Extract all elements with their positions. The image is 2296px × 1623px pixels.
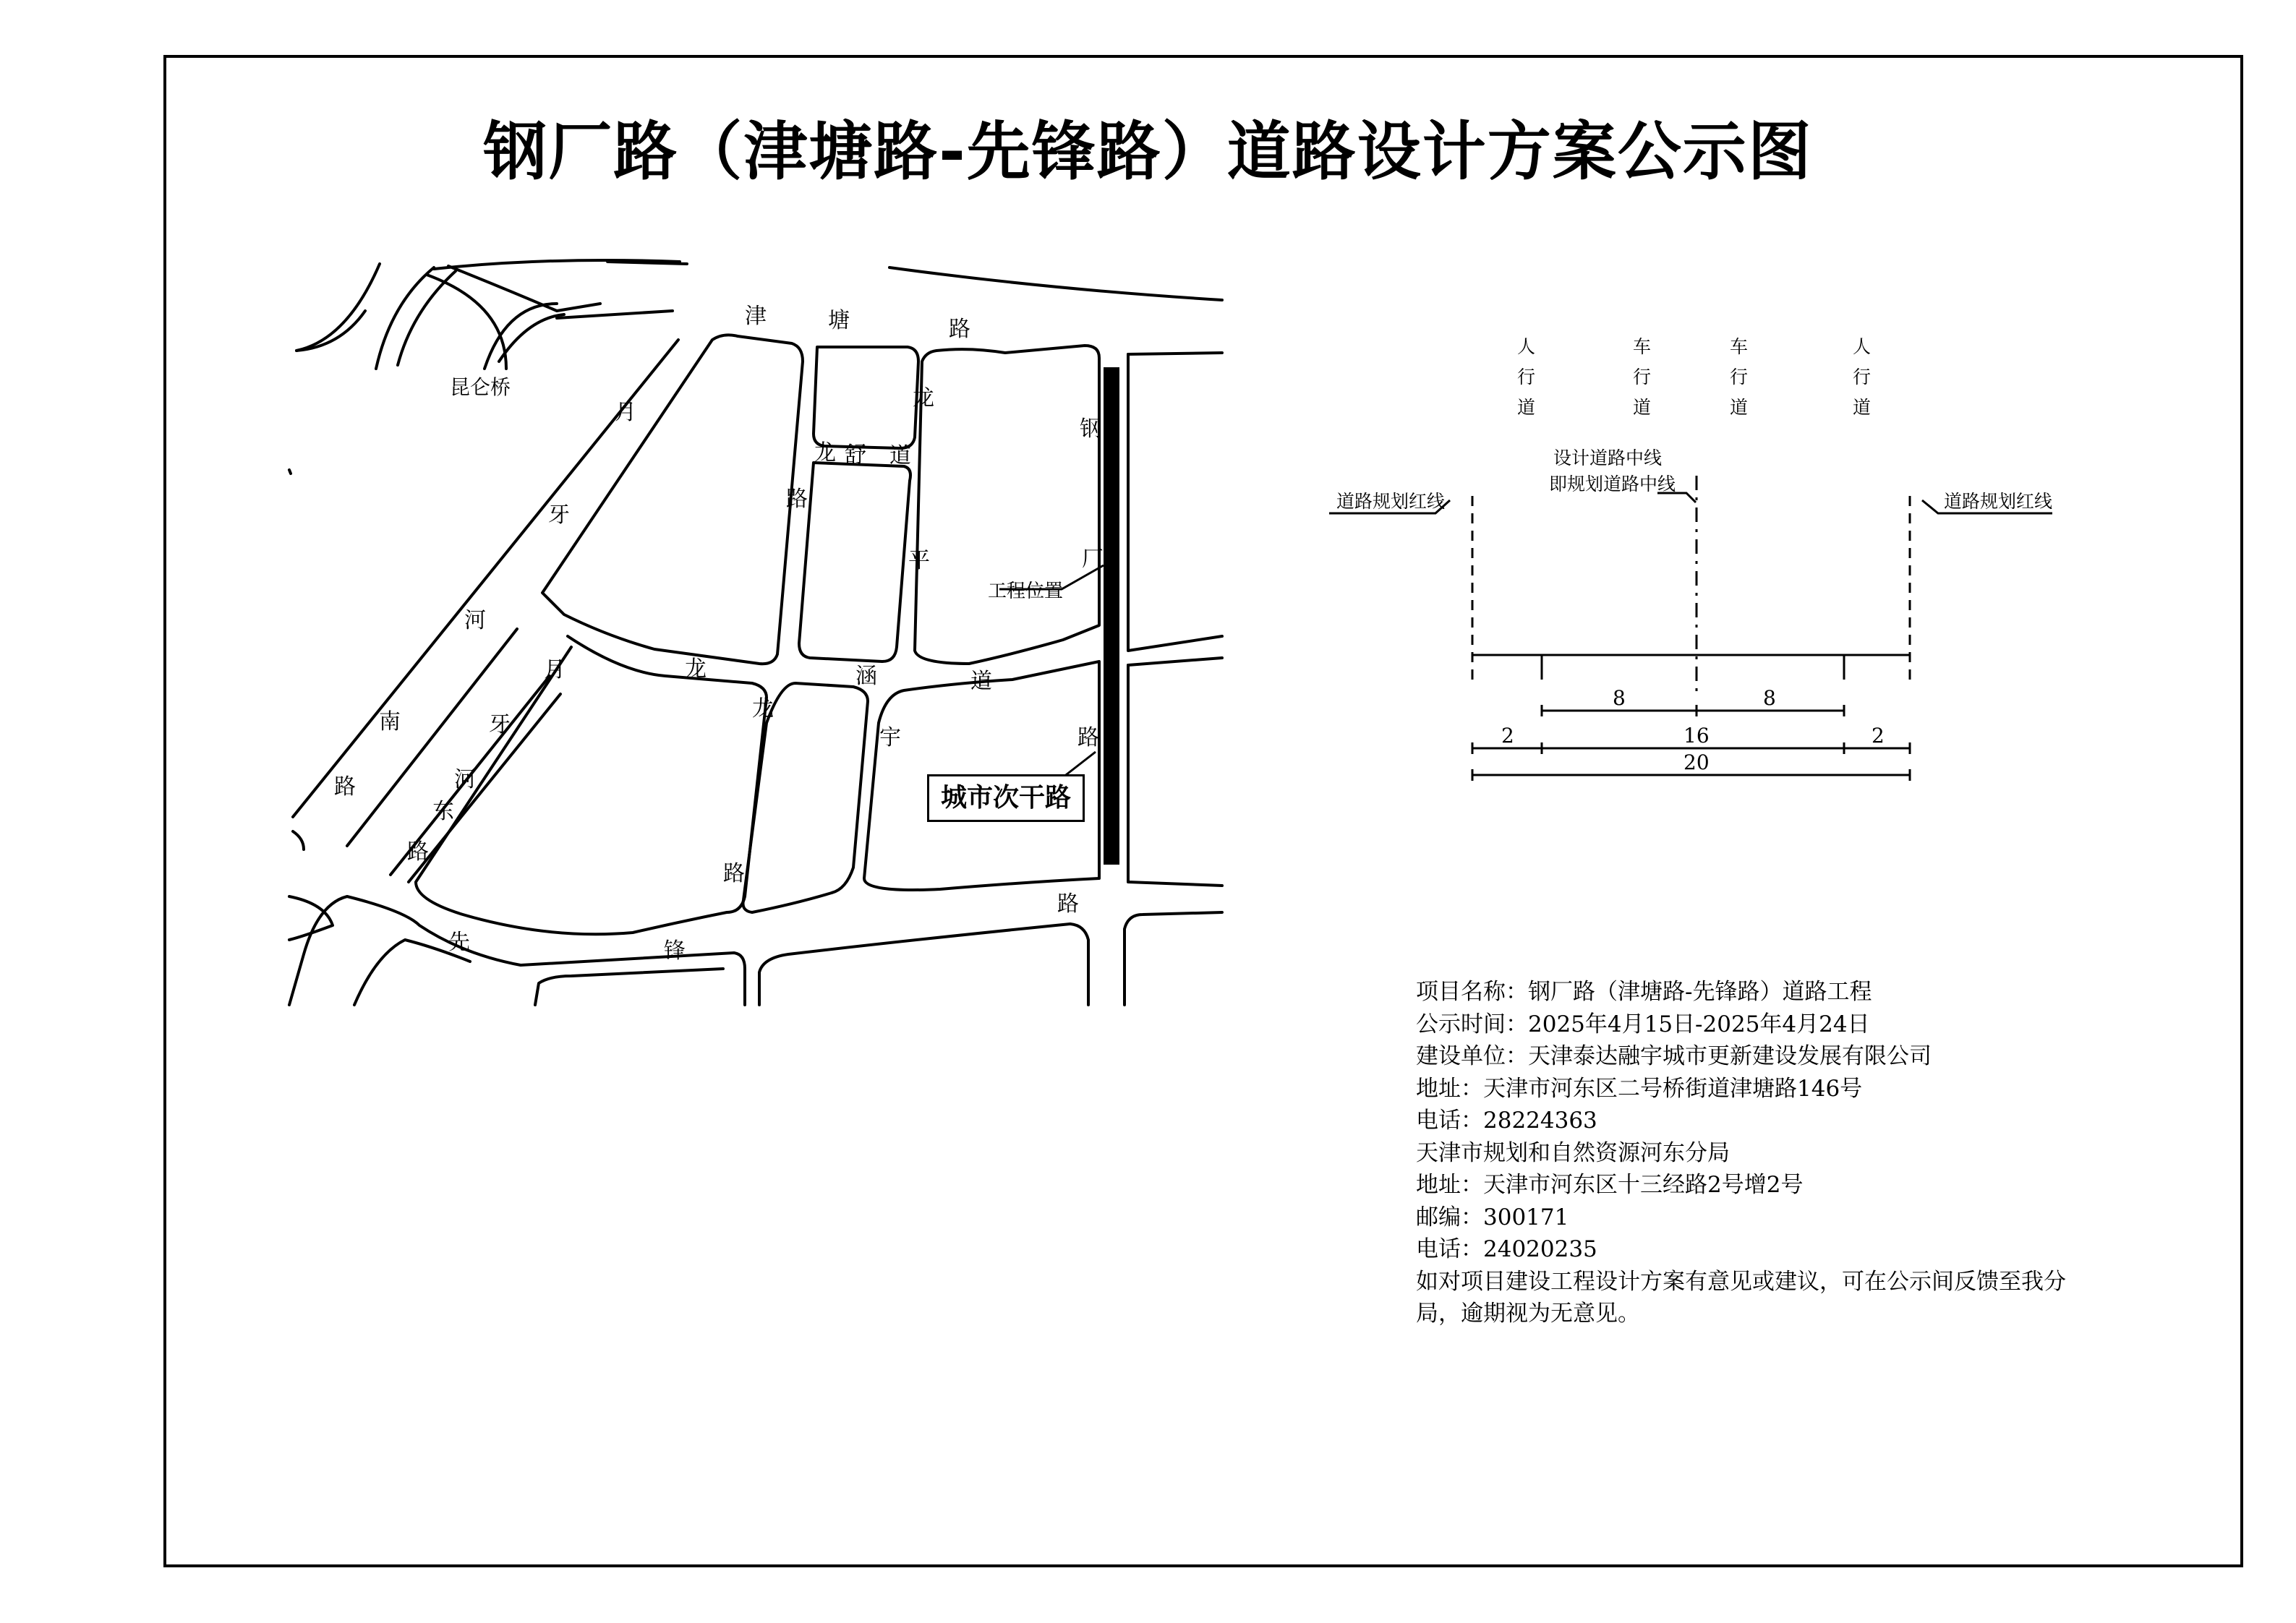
road-label: 龙 [814, 440, 836, 466]
lane-label-carriageway-right: 行 [1730, 367, 1749, 387]
builder-phone: 电话：28224363 [1416, 1108, 1597, 1134]
road-label: 南 [379, 709, 401, 735]
lane-label-carriageway-right: 道 [1730, 397, 1749, 418]
road-class-box: 城市次干路 [927, 774, 1085, 822]
lane-label-sidewalk-left: 道 [1517, 397, 1536, 418]
lane-label-sidewalk-right: 行 [1853, 367, 1872, 387]
road-label: 龙 [752, 696, 774, 721]
dim-carriageway-right: 8 [1763, 686, 1776, 710]
lane-label-sidewalk-right: 人 [1853, 336, 1872, 357]
road-label: 路 [949, 317, 970, 342]
bridge-label: 昆仑桥 [450, 375, 511, 399]
lane-label-carriageway-right: 车 [1730, 336, 1749, 357]
road-label: 舒 [845, 442, 866, 468]
centerline-label-2: 即规划道路中线 [1549, 474, 1676, 494]
feedback-notice: 如对项目建设工程设计方案有意见或建议，可在公示间反馈至我分局，逾期视为无意见。 [1416, 1268, 2066, 1327]
lane-label-sidewalk-left: 行 [1517, 367, 1536, 387]
road-label: 月 [544, 657, 566, 682]
road-label: 路 [407, 839, 429, 865]
road-label: 龙 [685, 656, 707, 682]
road-label: 月 [615, 400, 636, 425]
road-label: 锋 [664, 938, 686, 964]
road-label: 路 [1057, 891, 1079, 917]
bureau-name: 天津市规划和自然资源河东分局 [1416, 1139, 1730, 1166]
dim-sidewalk-right: 2 [1872, 724, 1885, 748]
road-label: 牙 [548, 502, 570, 528]
lane-label-carriageway-left: 行 [1633, 367, 1652, 387]
road-label: 道 [970, 669, 992, 694]
road-label: 路 [334, 774, 356, 800]
red-line-label-right: 道路规划红线 [1944, 491, 2053, 512]
lane-label-sidewalk-left: 人 [1517, 336, 1536, 357]
centerline-label: 设计道路中线 [1553, 447, 1663, 468]
builder-address: 地址：天津市河东区二号桥街道津塘路146号 [1416, 1075, 1863, 1102]
road-label: 平 [908, 548, 930, 573]
road-label: 津 [745, 304, 767, 329]
project-position-label: 工程位置 [988, 581, 1064, 602]
road-label: 先 [448, 930, 470, 955]
road-label: 厂 [1082, 547, 1104, 572]
bureau-phone: 电话：24020235 [1416, 1236, 1597, 1262]
builder: 建设单位：天津泰达融宇城市更新建设发展有限公司 [1416, 1043, 1932, 1069]
page-title: 钢厂路（津塘路-先锋路）道路设计方案公示图 [483, 114, 1813, 189]
dim-sidewalk-left: 2 [1501, 724, 1514, 748]
bureau-postcode: 邮编：300171 [1416, 1204, 1569, 1230]
lane-label-sidewalk-right: 道 [1853, 397, 1872, 418]
bureau-address: 地址：天津市河东区十三经路2号增2号 [1416, 1172, 1804, 1198]
road-label: 钢 [1080, 416, 1101, 442]
road-label: 路 [723, 861, 745, 886]
road-label: 路 [786, 487, 808, 512]
road-label: 河 [454, 767, 476, 792]
road-label: 塘 [828, 308, 850, 333]
lane-label-carriageway-left: 车 [1633, 336, 1652, 357]
lane-label-carriageway-left: 道 [1633, 397, 1652, 418]
dim-total-width: 20 [1683, 750, 1710, 774]
dim-carriageway-total: 16 [1683, 724, 1710, 748]
road-label: 宇 [879, 725, 901, 750]
road-label: 路 [1077, 725, 1099, 750]
dim-carriageway-left: 8 [1613, 686, 1626, 710]
publicity-time: 公示时间：2025年4月15日-2025年4月24日 [1416, 1011, 1870, 1037]
road-label: 涵 [855, 664, 877, 689]
road-label: 河 [464, 608, 486, 633]
red-line-label-left: 道路规划红线 [1336, 491, 1446, 512]
road-label: 道 [889, 443, 911, 468]
project-info [1416, 976, 2139, 1330]
road-label: 东 [432, 799, 454, 824]
road-label: 龙 [913, 385, 934, 411]
project-name: 项目名称：钢厂路（津塘路-先锋路）道路工程 [1416, 979, 1872, 1005]
road-label: 牙 [489, 712, 511, 737]
